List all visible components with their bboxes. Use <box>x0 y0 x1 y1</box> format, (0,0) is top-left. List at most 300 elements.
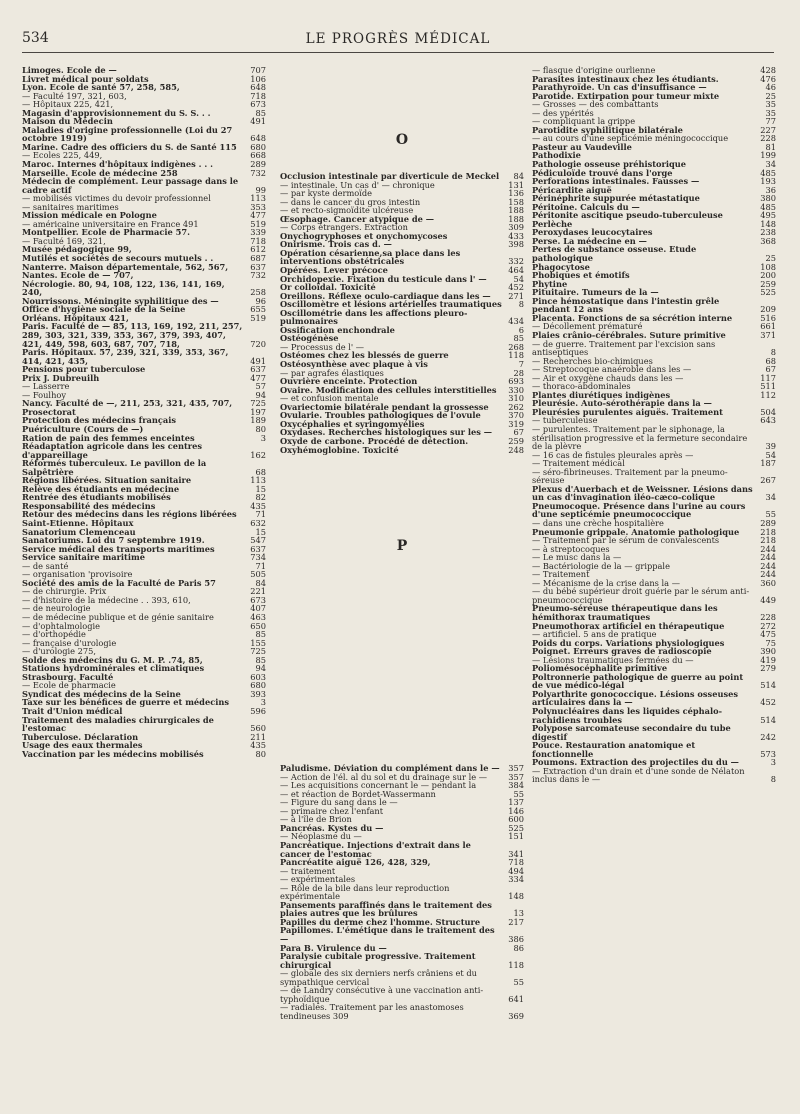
index-entry-page: 244 <box>760 569 776 580</box>
index-entry-page: 435 <box>250 500 266 511</box>
index-entry <box>22 459 266 476</box>
index-entry-term: — Faculté 169, 321, <box>22 235 106 246</box>
index-entry-page: 34 <box>765 159 776 170</box>
index-entry-term: Médecin de complément. Leur passage dans le cadre actif <box>22 176 239 195</box>
index-entry-term: — 16 cas de fistules pleurales après — <box>532 449 694 460</box>
index-entry-page: 648 <box>250 133 266 144</box>
index-entry-page: 648 <box>250 82 266 93</box>
index-entry-term: Pathodixie <box>532 150 581 161</box>
index-entry-page: 330 <box>508 384 524 395</box>
index-entry-term: Pneumonie grippale. Anatomie pathologique <box>532 526 740 537</box>
index-entry <box>532 673 776 690</box>
index-entry-page: 25 <box>765 90 776 101</box>
index-entry-term: Oscillométrie dans les affections pleuro-pulmonaires <box>280 307 468 327</box>
index-entry-term: — intestinale. Un cas d' — chronique <box>280 179 435 190</box>
index-entry-page: 197 <box>250 406 266 417</box>
index-entry-page: 632 <box>250 517 266 528</box>
index-entry-page: 434 <box>508 316 524 327</box>
index-entry-page: 3 <box>260 432 266 443</box>
index-entry-term: — Traitement <box>532 569 590 580</box>
index-entry-term: — dans une crèche hospitalière <box>532 517 664 528</box>
index-entry-page: 357 <box>508 771 524 782</box>
index-entry-page: 228 <box>760 133 776 144</box>
index-entry-page: 151 <box>508 831 524 842</box>
index-entry-term: Ovularie. Troubles pathologiques de l'ovule <box>280 410 481 421</box>
index-entry-term: — purulentes. Traitement par le siphonage, la stérilisation progressive et la fermeture secondaire de la plèvre <box>532 423 748 452</box>
index-entry-page: 477 <box>250 372 266 383</box>
index-entry-term: — et réaction de Bordet-Wassermann <box>280 788 436 799</box>
index-entry-page: 612 <box>250 244 266 255</box>
index-entry-page: 200 <box>760 270 776 281</box>
index-entry-page: 84 <box>513 171 524 181</box>
section-letter-o: O <box>395 132 409 148</box>
index-entry-page: 433 <box>508 230 524 241</box>
index-entry-page: 428 <box>760 65 776 75</box>
index-entry-term: Maroc. Internes d'hôpitaux indigènes . . . <box>22 159 213 170</box>
index-entry-term: — de neurologie <box>22 603 91 614</box>
index-entry-term: — Ecole de pharmacie <box>22 680 116 691</box>
index-entry-page: 148 <box>760 218 776 229</box>
index-entry-term: Ostéosynthèse avec plaque à vis <box>280 359 428 370</box>
index-entry-term: Paralysie cubitale progressive. Traitement chirurgical <box>280 951 476 970</box>
index-entry-term: — d'ophtalmologie <box>22 620 101 631</box>
index-entry-term: Peroxydases leucocytaires <box>532 227 653 238</box>
index-entry-term: Puériculture (Cours de —) <box>22 423 144 434</box>
index-entry-page: 55 <box>513 976 524 987</box>
index-entry-page: 641 <box>508 993 524 1004</box>
index-entry-term: Pathologie osseuse préhistorique <box>532 159 687 170</box>
index-entry-page: 75 <box>765 637 776 648</box>
index-entry-page: 661 <box>760 321 776 332</box>
index-entry-page: 516 <box>760 312 776 323</box>
index-entry <box>532 724 776 741</box>
index-entry-page: 94 <box>255 663 266 674</box>
index-entry-term: Maison du Médecin <box>22 116 113 127</box>
index-entry-page: 680 <box>250 141 266 152</box>
index-entry-page: 655 <box>250 304 266 315</box>
index-entry-term: — Bactériologie de la — grippale <box>532 560 670 571</box>
index-entry-term: — américaine universitaire en France 491 <box>22 218 199 229</box>
index-entry-term: Pneumo-séreuse thérapeutique dans les hémithorax traumatiques <box>532 603 718 622</box>
index-entry-term: — Mécanisme de la crise dans la — <box>532 577 680 588</box>
index-entry-page: 707 <box>250 65 266 75</box>
index-entry-term: — d'histoire de la médecine . . 393, 610, <box>22 594 191 605</box>
index-entry-term: — de guerre. Traitement par l'excision sans antiseptiques <box>532 338 716 358</box>
index-entry-page: 85 <box>255 654 266 665</box>
index-entry <box>280 901 524 918</box>
index-entry-term: — dans le cancer du gros intestin <box>280 196 421 207</box>
index-entry <box>532 425 776 451</box>
index-entry-page: 259 <box>508 435 524 446</box>
index-entry-term: Ostéomes chez les blessés de guerre <box>280 350 449 361</box>
index-entry-page: 485 <box>760 167 776 178</box>
index-entry <box>22 322 266 348</box>
index-entry-term: — d'urologie 275, <box>22 646 97 657</box>
index-entry-term: Péritoine. Calculs du — <box>532 201 640 212</box>
index-entry-term: Œsophage. Cancer atypique de — <box>280 213 435 224</box>
index-entry-page: 525 <box>508 822 524 833</box>
index-entry-term: Solde des médecins du G. M. P. .74, 85, <box>22 654 203 665</box>
index-entry-page: 8 <box>770 774 776 785</box>
index-entry-page: 271 <box>508 290 524 301</box>
index-entry-term: Relève des étudiants en médecine <box>22 483 180 494</box>
index-entry-page: 491 <box>250 355 266 366</box>
index-entry <box>532 340 776 357</box>
index-entry-term: Orléans. Hôpitaux 421, <box>22 312 129 323</box>
index-entry-page: 476 <box>760 73 776 84</box>
index-entry <box>532 587 776 604</box>
index-entry <box>280 969 524 986</box>
index-entry-term: Parathyroïde. Un cas d'insuffisance — <box>532 82 707 93</box>
running-title: LE PROGRÈS MÉDICAL <box>305 31 491 47</box>
index-entry-term: — du bébé supérieur droit guérie par le sérum anti-pneumococcique <box>532 586 750 605</box>
index-entry-page: 158 <box>508 196 524 207</box>
index-entry-term: — de chirurgie. Prix <box>22 586 107 597</box>
index-entry-page: 15 <box>255 483 266 494</box>
index-entry-page: 511 <box>760 381 776 392</box>
index-entry-term: Papillomes. L'émétique dans le traitement des — <box>280 925 495 944</box>
index-entry-term: — Lasserre <box>22 381 70 392</box>
index-entry-term: Protection des médecins français <box>22 415 177 426</box>
index-entry-term: — Les acquisitions concernant le — pendant la <box>280 780 477 791</box>
index-entry-term: — d'orthopédie <box>22 629 86 640</box>
index-entry <box>22 126 266 143</box>
index-entry-term: Polynucléaires dans les liquides céphalo-rachidiens troubles <box>532 706 723 725</box>
index-entry-page: 637 <box>250 543 266 554</box>
index-entry-page: 113 <box>250 193 266 204</box>
index-entry-page: 525 <box>760 287 776 298</box>
index-entry-term: — française d'urologie <box>22 637 117 648</box>
index-entry-page: 85 <box>513 333 524 344</box>
index-entry-term: Pneumothorax artificiel en thérapeutique <box>532 620 725 631</box>
index-entry-term: — et confusion mentale <box>280 393 379 404</box>
index-entry <box>22 177 266 194</box>
index-entry-page: 650 <box>250 620 266 631</box>
index-entry-term: Saint-Etienne. Hôpitaux <box>22 517 134 528</box>
index-entry-term: Société des amis de la Faculté de Paris 57 <box>22 577 216 588</box>
index-entry-term: Parasites intestinaux chez les étudiants. <box>532 73 719 84</box>
index-entry-page: 262 <box>508 401 524 412</box>
index-entry-page: 475 <box>760 629 776 640</box>
index-entry-page: 334 <box>508 874 524 885</box>
index-entry-page: 370 <box>508 410 524 421</box>
index-entry-page: 407 <box>250 603 266 614</box>
index-entry-page: 188 <box>508 205 524 216</box>
index-entry <box>532 707 776 724</box>
index-entry-term: — de médecine publique et de génie sanitaire <box>22 612 214 622</box>
index-entry-page: 211 <box>250 731 266 742</box>
index-entry-page: 54 <box>513 273 524 284</box>
index-entry-page: 155 <box>250 637 266 648</box>
index-entry-page: 279 <box>760 663 776 674</box>
index-entry-term: Ovaire. Modification des cellules interstitielles <box>280 384 497 395</box>
index-entry-term: Lyon. Ecole de santé 57, 258, 585, <box>22 82 180 93</box>
index-entry-term: Perse. La médecine en — <box>532 235 647 246</box>
index-entry <box>22 280 266 297</box>
index-entry-term: — par kyste dermoïde <box>280 188 373 199</box>
index-entry-page: 71 <box>255 509 266 520</box>
index-entry-page: 357 <box>508 763 524 774</box>
index-entry-term: Réformés tuberculeux. Le pavillon de la Salpêtrière <box>22 458 207 477</box>
index-entry-term: Livret médical pour soldats <box>22 73 149 84</box>
index-entry-page: 218 <box>760 526 776 537</box>
index-entry-term: Parotide. Extirpation pour tumeur mixte <box>532 90 720 101</box>
index-entry-page: 85 <box>255 629 266 640</box>
index-entry-term: — Traitement médical <box>532 458 625 469</box>
index-entry-term: Mission médicale en Pologne <box>22 210 157 221</box>
index-entry-term: Ouvrière enceinte. Protection <box>280 376 418 387</box>
index-entry-term: — tuberculeuse <box>532 415 598 426</box>
index-entry-term: — Foulhoy <box>22 389 67 400</box>
index-entry-term: — primaire chez l'enfant <box>280 805 384 816</box>
index-entry-page: 339 <box>250 227 266 238</box>
index-entry-page: 491 <box>250 116 266 127</box>
index-entry-page: 67 <box>765 364 776 375</box>
index-entry-page: 560 <box>250 723 266 734</box>
index-entry-term: Pasteur au Vaudeville <box>532 141 632 152</box>
index-entry-page: 386 <box>508 933 524 944</box>
index-entry-term: — Corps étrangers. Extraction <box>280 222 408 233</box>
header-rule <box>22 52 774 53</box>
index-entry-page: 113 <box>250 475 266 486</box>
index-entry-term: Montpellier. Ecole de Pharmacie 57. <box>22 227 191 238</box>
index-entry-term: — Lésions traumatiques fermées du — <box>532 654 694 665</box>
index-entry-page: 80 <box>255 748 266 759</box>
index-entry-term: Perforations intestinales. Fausses — <box>532 176 700 187</box>
index-entry-term: Tuberculose. Déclaration <box>22 731 139 742</box>
index-entry-term: Usage des eaux thermales <box>22 740 143 751</box>
index-entry-page: 94 <box>255 389 266 400</box>
index-entry-term: Oxyde de carbone. Procédé de détection. <box>280 435 469 446</box>
index-entry-page: 637 <box>250 261 266 272</box>
index-entry-page: 68 <box>765 355 776 366</box>
index-entry-term: Nourrissons. Méningite syphilitique des — <box>22 295 219 306</box>
index-entry-page: 39 <box>765 441 776 452</box>
index-entry <box>532 502 776 519</box>
index-entry-term: — expérimentales <box>280 874 356 885</box>
index-entry-term: Ossification enchondrale <box>280 324 395 335</box>
index-entry-term: Ration de pain des femmes enceintes <box>22 432 195 443</box>
index-entry-term: Onychogryphoses et onychomycoses <box>280 230 448 241</box>
index-entry-term: — au cours d'une septicémie méningococcique <box>532 133 729 144</box>
index-entry-term: Polyarthrite gonococcique. Lésions osseuses articulaires dans la — <box>532 688 738 708</box>
index-entry-page: 108 <box>760 261 776 272</box>
index-entry-term: Rentrée des étudiants mobilisés <box>22 492 171 503</box>
index-entry-page: 495 <box>760 210 776 221</box>
index-entry-page: 46 <box>765 82 776 93</box>
index-entry-term: Sanatorium Clemenceau <box>22 526 136 537</box>
index-entry-page: 310 <box>508 393 524 404</box>
index-entry-term: Perlèche <box>532 218 573 229</box>
index-entry-term: Périnéphrite suppurée métastatique <box>532 193 700 204</box>
index-entry-term: Oxyhémoglobine. Toxicité <box>280 444 399 455</box>
index-entry <box>280 309 524 326</box>
index-entry-page: 477 <box>250 210 266 221</box>
index-entry-term: — radiales. Traitement par les anastomoses tendineuses 309 <box>280 1002 464 1021</box>
index-entry-term: Pouce. Restauration anatomique et fonctionnelle <box>532 740 696 759</box>
index-entry-page: 725 <box>250 646 266 657</box>
index-entry-page: 319 <box>508 418 524 429</box>
index-entry-page: 3 <box>770 757 776 768</box>
index-section-o <box>280 172 524 454</box>
index-entry-page: 8 <box>770 347 776 358</box>
index-entry-page: 77 <box>765 116 776 127</box>
index-entry-page: 36 <box>765 184 776 195</box>
index-entry-page: 353 <box>250 201 266 212</box>
index-entry-term: Poliomésocéphalite primitive <box>532 663 668 674</box>
index-entry-page: 494 <box>508 865 524 876</box>
index-entry-page: 28 <box>513 367 524 378</box>
index-entry-page: 55 <box>765 509 776 520</box>
index-entry-page: 452 <box>760 697 776 708</box>
index-entry-page: 725 <box>250 398 266 409</box>
index-entry-page: 419 <box>760 654 776 665</box>
index-entry-term: Poltronnerie pathologique de guerre au point de vue médico-légal <box>532 671 744 691</box>
index-entry-page: 637 <box>250 364 266 375</box>
index-entry-page: 199 <box>760 150 776 161</box>
index-entry-term: Syndicat des médecins de la Seine <box>22 688 181 699</box>
index-entry-page: 57 <box>255 381 266 392</box>
index-entry <box>532 767 776 784</box>
index-entry-term: — Recherches bio-chimiques <box>532 355 653 366</box>
index-entry-term: Pancréatique. Injections d'extrait dans le cancer de l'estomac <box>280 839 471 859</box>
index-entry-page: 221 <box>250 586 266 597</box>
index-entry <box>532 271 776 280</box>
index-entry-term: — compliquant la grippe <box>532 116 636 127</box>
index-entry-page: 35 <box>765 107 776 118</box>
index-entry-term: — de Landry consécutive à une vaccination anti-typhoïdique <box>280 985 484 1004</box>
index-entry-term: Oscillomètre et lésions artérielles traumatiques <box>280 299 502 310</box>
index-entry-term: — Néoplasme du — <box>280 831 362 842</box>
index-entry-term: — thoraco-abdominales <box>532 381 631 392</box>
index-entry-page: 720 <box>250 338 266 349</box>
index-entry-page: 485 <box>760 201 776 212</box>
index-entry-term: Plexus d'Auerbach et de Weissner. Lésions dans un cas d'invagination iléo-cæco-colique <box>532 483 753 503</box>
index-entry-page: 332 <box>508 256 524 267</box>
index-entry-page: 68 <box>255 466 266 477</box>
index-entry-page: 187 <box>760 458 776 469</box>
index-entry-page: 732 <box>250 167 266 178</box>
index-entry-term: — Extraction d'un drain et d'une sonde de Nélaton inclus dans le — <box>532 765 745 785</box>
index-entry-page: 118 <box>508 350 524 361</box>
index-entry-term: — Rôle de la bile dans leur reproduction expérimentale <box>280 882 450 902</box>
index-entry-term: Oxydases. Recherches histologiques sur les — <box>280 427 492 438</box>
index-entry-term: — Traitement par le sérum de convalescents <box>532 535 720 546</box>
index-entry-term: Service médical des transports maritimes <box>22 543 215 554</box>
index-entry-page: 218 <box>760 535 776 546</box>
index-entry-page: 13 <box>513 908 524 919</box>
index-entry-term: Pédiculoïde trouvé dans l'orge <box>532 167 673 178</box>
index-entry-term: Nécrologie. 80, 94, 108, 122, 136, 141, 169, 240, <box>22 278 225 298</box>
index-entry <box>532 297 776 314</box>
index-entry-term: Poumons. Extraction des projectiles du du — <box>532 757 739 768</box>
index-entry-page: 7 <box>518 359 524 370</box>
index-entry-page: 514 <box>760 680 776 691</box>
index-entry-term: Orchidopexie. Fixation du testicule dans l' — <box>280 273 487 284</box>
index-entry-page: 244 <box>760 552 776 563</box>
index-entry-term: Para B. Virulence du — <box>280 942 387 953</box>
index-entry-page: 106 <box>250 73 266 84</box>
index-entry-page: 547 <box>250 535 266 546</box>
index-entry-term: — Grosses — des combattants <box>532 99 659 110</box>
index-entry-term: — globale des six derniers nerfs crâniens et du sympathique cervical <box>280 968 477 987</box>
index-entry-term: Placenta. Fonctions de sa sécrétion interne <box>532 312 733 323</box>
index-entry-page: 84 <box>255 577 266 588</box>
index-entry-page: 228 <box>760 612 776 622</box>
index-entry-page: 131 <box>508 179 524 190</box>
index-entry-term: Réadaptation agricole dans les centres d'appareillage <box>22 441 203 460</box>
index-entry-page: 449 <box>760 594 776 605</box>
index-entry-term: Strasbourg. Faculté <box>22 671 114 682</box>
index-entry-term: Service sanitaire maritime <box>22 552 145 563</box>
index-entry-page: 398 <box>508 239 524 250</box>
index-entry-term: Paris. Faculté de — 85, 113, 169, 192, 211, 257, 289, 303, 321, 339, 353, 367, 379, 393, 407, 421, 449, 598, 603, 687, 707, 718, <box>22 321 243 349</box>
index-entry-term: Nantes. Ecole de — 707, <box>22 270 134 281</box>
index-entry-page: 718 <box>250 90 266 101</box>
index-entry-term: — mobilisés victimes du devoir professionnel <box>22 193 211 204</box>
index-column-3 <box>532 66 776 784</box>
index-entry-page: 112 <box>760 389 776 400</box>
index-entry-term: Marine. Cadre des officiers du S. de Santé 115 <box>22 141 237 152</box>
index-entry-term: Phagocytose <box>532 261 590 272</box>
index-entry-term: Trait d'Union médical <box>22 706 123 717</box>
index-entry-page: 519 <box>250 312 266 323</box>
index-entry-page: 217 <box>508 916 524 927</box>
index-entry-page: 368 <box>760 235 776 246</box>
index-entry-term: Pituitaire. Tumeurs de la — <box>532 287 659 298</box>
index-entry-term: — flasque d'origine ourlienne <box>532 65 656 75</box>
index-entry-term: — traitement <box>280 865 336 876</box>
index-entry-page: 54 <box>765 449 776 460</box>
index-entry-page: 600 <box>508 814 524 825</box>
index-entry-page: 244 <box>760 560 776 571</box>
index-entry-page: 673 <box>250 594 266 605</box>
index-entry-term: — et recto-sigmoïdite ulcéreuse <box>280 205 414 216</box>
index-entry-page: 384 <box>508 780 524 791</box>
index-entry <box>22 348 266 365</box>
index-entry-term: Ostéogénèse <box>280 333 339 344</box>
index-entry-term: Traitement des maladies chirurgicales de l'estomac <box>22 714 214 734</box>
index-entry-term: Péricardite aiguë <box>532 184 612 195</box>
index-entry-page: 3 <box>260 697 266 708</box>
index-entry-term: Phobiques et émotifs <box>532 270 630 281</box>
index-entry-term: Occlusion intestinale par diverticule de Meckel <box>280 171 500 181</box>
index-entry-page: 272 <box>760 620 776 631</box>
index-entry <box>280 249 524 266</box>
index-entry-term: Responsabilité des médecins <box>22 500 156 511</box>
index-entry-page: 35 <box>765 99 776 110</box>
index-entry-page: 390 <box>760 646 776 657</box>
index-entry-term: Poids du corps. Variations physiologiques <box>532 637 725 648</box>
index-entry-page: 86 <box>513 942 524 953</box>
index-entry-page: 238 <box>760 227 776 238</box>
index-column-1 <box>22 66 266 758</box>
index-entry-page: 718 <box>250 235 266 246</box>
index-entry-page: 289 <box>250 159 266 170</box>
index-entry-term: Pleurésie. Auto-sérothérapie dans la — <box>532 398 712 409</box>
index-entry <box>532 245 776 262</box>
index-entry-term: Poignet. Erreurs graves de radioscopie <box>532 646 712 657</box>
index-entry-page: 519 <box>250 218 266 229</box>
index-entry-term: — à l'île de Brion <box>280 814 352 825</box>
index-entry-page: 25 <box>765 253 776 264</box>
index-entry-page: 504 <box>760 406 776 417</box>
index-entry-term: Papilles du derme chez l'homme. Structure <box>280 916 481 927</box>
index-entry-page: 244 <box>760 543 776 554</box>
index-entry-term: Pneumocoque. Présence dans l'urine au cours d'une septicémie pneumococcique <box>532 500 746 520</box>
index-entry <box>532 485 776 502</box>
index-entry-term: Paris. Hôpitaux. 57, 239, 321, 339, 353, 367, 414, 421, 435, <box>22 347 229 366</box>
